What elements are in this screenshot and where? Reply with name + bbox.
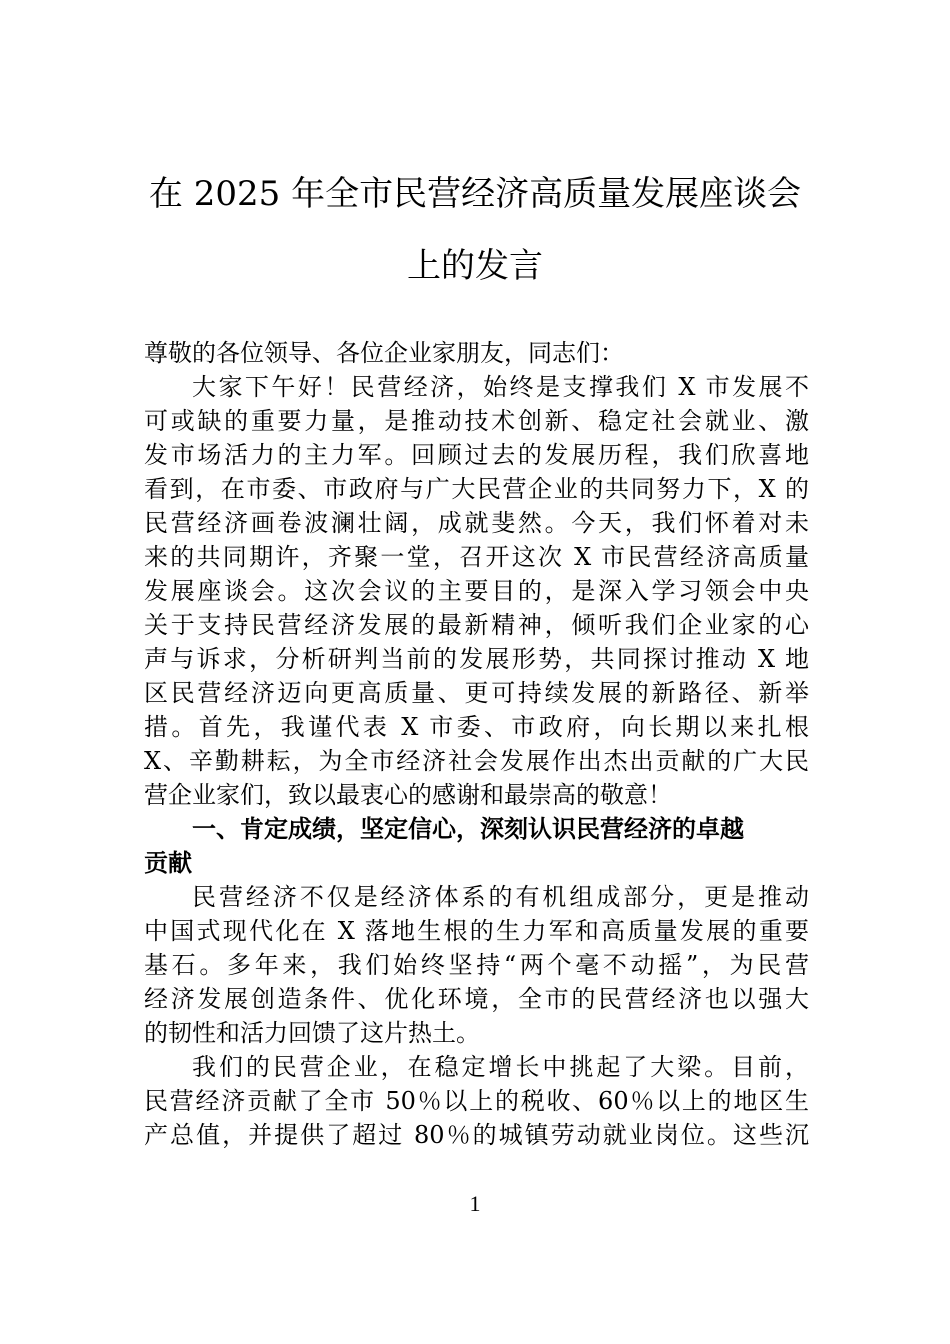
paragraph-3-line: 产总值，并提供了超过 80％的城镇劳动就业岗位。这些沉 — [144, 1121, 809, 1149]
paragraph-2-line: 中国式现代化在 X 落地生根的生力军和高质量发展的重要 — [144, 917, 809, 945]
paragraph-3-line: 民营经济贡献了全市 50％以上的税收、60％以上的地区生 — [144, 1087, 809, 1115]
paragraph-1-line: 声与诉求，分析研判当前的发展形势，共同探讨推动 X 地 — [144, 645, 809, 673]
paragraph-2-line: 基石。多年来，我们始终坚持“两个毫不动摇”，为民营 — [144, 951, 809, 979]
paragraph-2-line: 的韧性和活力回馈了这片热土。 — [144, 1019, 480, 1047]
paragraph-1-line: 看到，在市委、市政府与广大民营企业的共同努力下，X 的 — [144, 475, 809, 503]
page-number: 1 — [469, 1191, 481, 1216]
paragraph-1-line: 来的共同期许，齐聚一堂，召开这次 X 市民营经济高质量 — [144, 543, 809, 571]
paragraph-1-line: 关于支持民营经济发展的最新精神，倾听我们企业家的心 — [144, 611, 809, 639]
paragraph-3-line: 我们的民营企业，在稳定增长中挑起了大梁。目前， — [192, 1053, 809, 1081]
section-heading-line: 一、肯定成绩，坚定信心，深刻认识民营经济的卓越 — [192, 814, 744, 843]
paragraph-1-line: 区民营经济迈向更高质量、更可持续发展的新路径、新举 — [144, 679, 809, 707]
paragraph-2-line: 经济发展创造条件、优化环境，全市的民营经济也以强大 — [144, 985, 809, 1013]
paragraph-1-line: 营企业家们，致以最衷心的感谢和最崇高的敬意！ — [144, 781, 672, 809]
document-title-line-2: 上的发言 — [407, 246, 543, 286]
document-title-line-1: 在 2025 年全市民营经济高质量发展座谈会 — [148, 174, 802, 214]
paragraph-1-line: 措。首先，我谨代表 X 市委、市政府，向长期以来扎根 — [144, 713, 809, 741]
paragraph-1-line: 大家下午好！民营经济，始终是支撑我们 X 市发展不 — [192, 373, 809, 401]
salutation-line: 尊敬的各位领导、各位企业家朋友，同志们： — [144, 339, 624, 367]
paragraph-2-line: 民营经济不仅是经济体系的有机组成部分，更是推动 — [192, 883, 809, 911]
paragraph-1-line: 民营经济画卷波澜壮阔，成就斐然。今天，我们怀着对未 — [144, 509, 809, 537]
paragraph-1-line: 发展座谈会。这次会议的主要目的，是深入学习领会中央 — [144, 577, 809, 605]
section-heading-line: 贡献 — [144, 848, 192, 877]
paragraph-1-line: 发市场活力的主力军。回顾过去的发展历程，我们欣喜地 — [144, 441, 809, 469]
paragraph-1-line: X、辛勤耕耘，为全市经济社会发展作出杰出贡献的广大民 — [144, 747, 809, 775]
paragraph-1-line: 可或缺的重要力量，是推动技术创新、稳定社会就业、激 — [144, 407, 809, 435]
